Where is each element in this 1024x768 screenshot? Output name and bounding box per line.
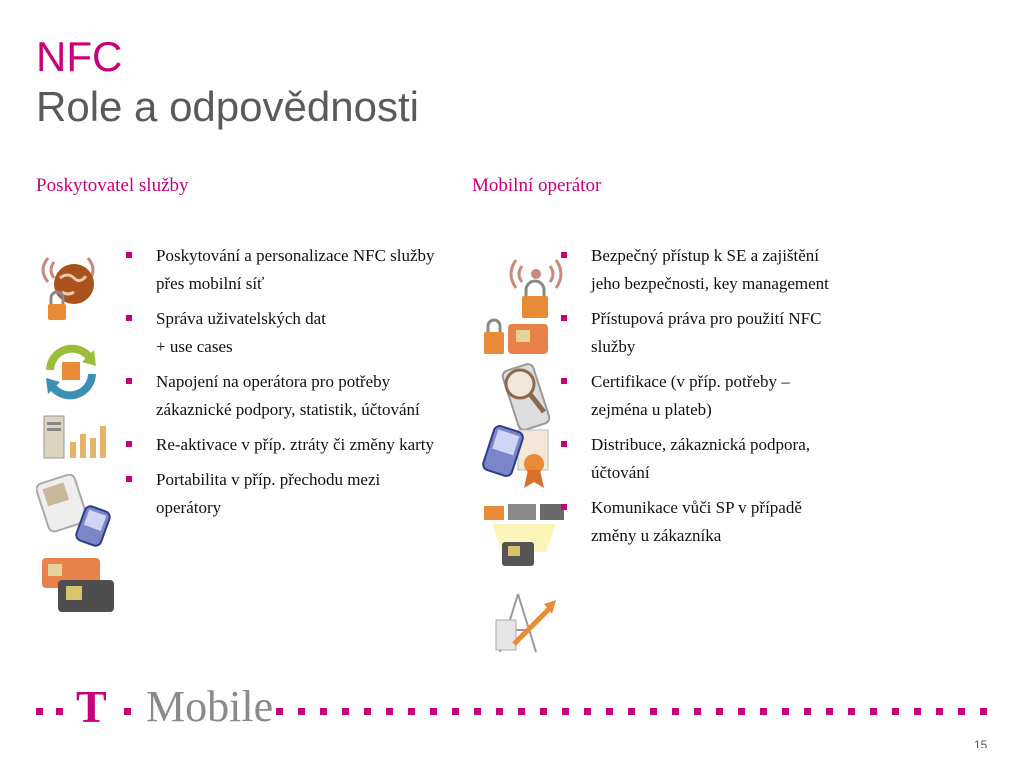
- signal-lock-icon: [508, 252, 564, 322]
- pda-certificate-icon: [482, 420, 552, 494]
- transport-sim-icon: [482, 496, 566, 570]
- server-chart-icon: [42, 412, 114, 462]
- list-item: Re-aktivace v příp. ztráty či změny karty: [126, 431, 471, 459]
- list-item: Portabilita v příp. přechodu mezi operátory: [126, 466, 471, 522]
- sim-cards-icon: [40, 554, 116, 616]
- t-mobile-logo-letter: T: [76, 681, 107, 732]
- left-column-heading: Poskytovatel služby: [36, 175, 189, 196]
- list-item: Napojení na operátora pro potřeby zákaznické podpory, statistik, účtování: [126, 368, 471, 424]
- list-item: Přístupová práva pro použití NFC služby: [561, 305, 901, 361]
- list-item: Komunikace vůči SP v případě změny u zákazníka: [561, 494, 901, 550]
- list-item: Poskytování a personalizace NFC služby přes mobilní síť: [126, 242, 471, 298]
- list-item: Certifikace (v příp. potřeby – zejména u plateb): [561, 368, 901, 424]
- globe-lock-icon: [40, 248, 102, 326]
- t-mobile-logo-word: Mobile: [146, 682, 274, 731]
- phone-pda-icon: [36, 474, 112, 548]
- list-item: Bezpečný přístup k SE a zajištění jeho bezpečnosti, key management: [561, 242, 901, 298]
- tower-arrow-icon: [494, 590, 560, 656]
- list-item: Distribuce, zákaznická podpora, účtování: [561, 431, 901, 487]
- right-bullet-list: [561, 242, 901, 557]
- sync-arrows-icon: [40, 336, 102, 406]
- left-bullet-list: [126, 242, 471, 529]
- lock-sim-icon: [482, 318, 550, 358]
- slide-subtitle: Role a odpovědnosti: [36, 83, 419, 130]
- slide-title: NFC: [36, 33, 123, 80]
- right-column-heading: Mobilní operátor: [472, 175, 602, 196]
- list-item: Správa uživatelských dat + use cases: [126, 305, 471, 361]
- page-number: 15: [974, 738, 988, 748]
